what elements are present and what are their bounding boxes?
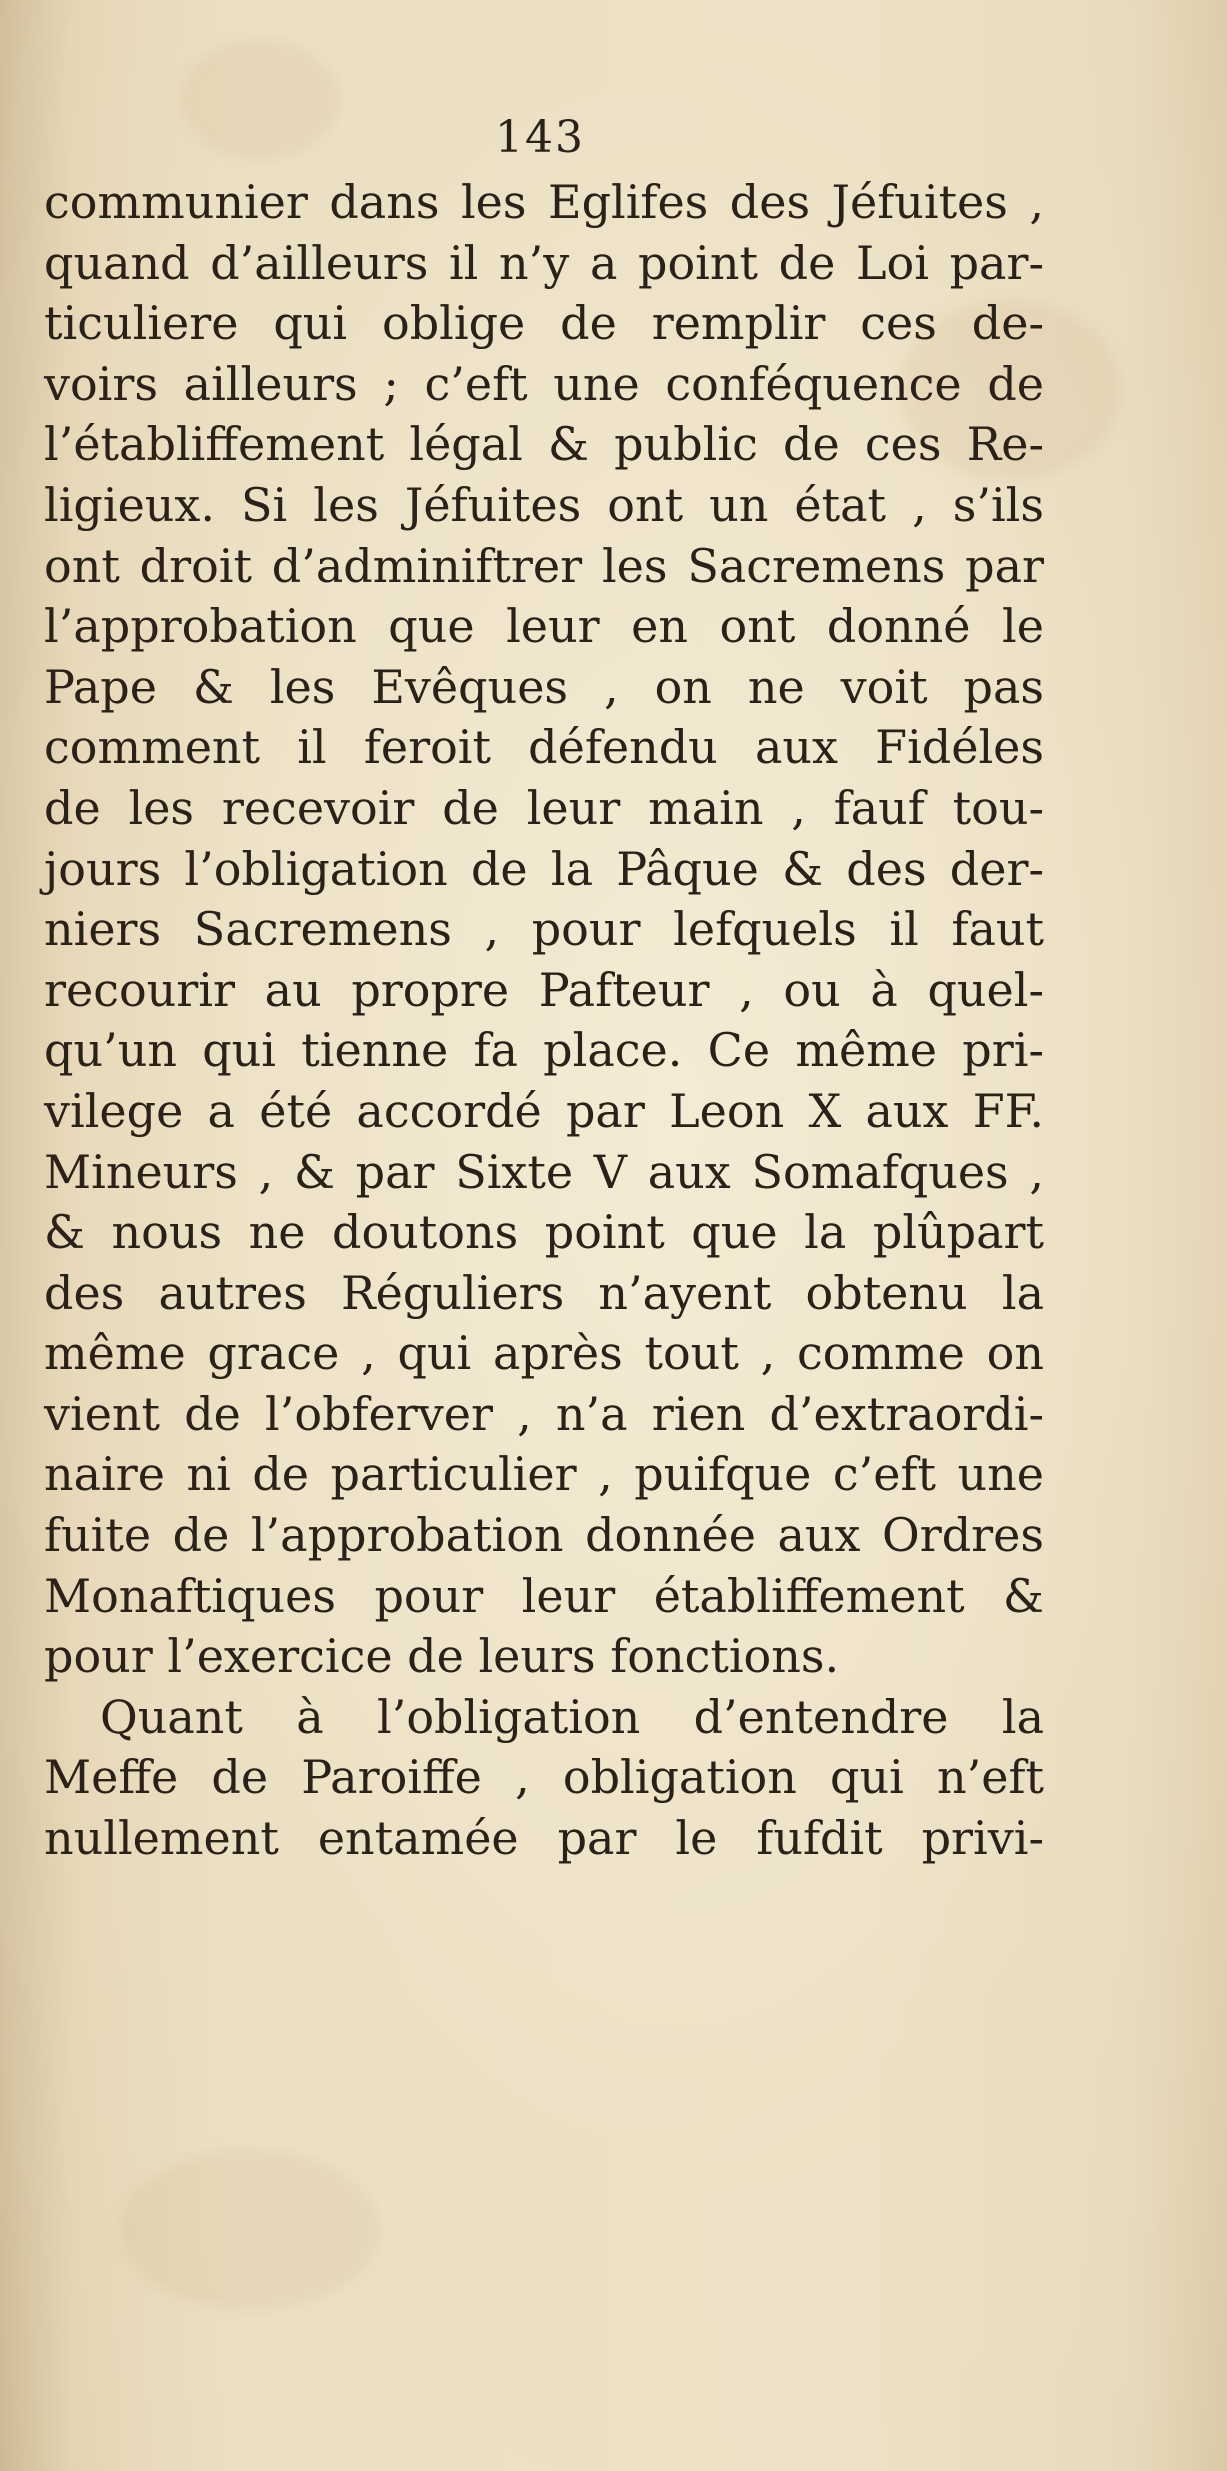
text-line: & nous ne doutons point que la plûpart	[44, 1205, 1044, 1260]
text-line: ticuliere qui oblige de remplir ces de-	[44, 296, 1044, 351]
text-line: ligieux. Si les Jéfuites ont un état , s’ils	[44, 477, 1044, 532]
text-line: jours l’obligation de la Pâque & des der-	[44, 841, 1044, 896]
text-line: Pape & les Evêques , on ne voit pas	[44, 659, 1044, 714]
text-line: ont droit d’adminiftrer les Sacremens par	[44, 538, 1044, 593]
text-line: naire ni de particulier , puifque c’eft une	[44, 1447, 1044, 1502]
text-line: Monaftiques pour leur établiffement &	[44, 1568, 1044, 1623]
text-line: de les recevoir de leur main , fauf tou-	[44, 780, 1044, 835]
text-line: même grace , qui après tout , comme on	[44, 1326, 1044, 1381]
text-line: Quant à l’obligation d’entendre la	[100, 1689, 1044, 1744]
text-line: Meffe de Paroiffe , obligation qui n’eft	[44, 1750, 1044, 1805]
text-line: l’approbation que leur en ont donné le	[44, 599, 1044, 654]
text-line: communier dans les Eglifes des Jéfuites ,	[44, 175, 1044, 229]
paragraph	[44, 172, 1044, 1687]
text-line: fuite de l’approbation donnée aux Ordres	[44, 1508, 1044, 1563]
body-text	[44, 172, 1044, 1869]
paper-stain	[120, 2150, 380, 2310]
text-line: recourir au propre Pafteur , ou à quel-	[44, 962, 1044, 1017]
text-line: voirs ailleurs ; c’eft une conféquence de	[44, 356, 1044, 411]
text-line: Mineurs , & par Sixte V aux Somafques ,	[44, 1144, 1044, 1199]
text-line: quand d’ailleurs il n’y a point de Loi par-	[44, 235, 1044, 290]
text-line: vilege a été accordé par Leon X aux FF.	[44, 1083, 1044, 1138]
text-line: l’établiffement légal & public de ces Re-	[44, 417, 1044, 472]
text-line: pour l’exercice de leurs fonctions.	[44, 1629, 840, 1684]
text-line: comment il feroit défendu aux Fidéles	[44, 720, 1044, 775]
text-line: nullement entamée par le fufdit privi-	[44, 1811, 1044, 1866]
page-number: 143	[495, 112, 585, 163]
text-line: vient de l’obferver , n’a rien d’extraordi-	[44, 1386, 1044, 1441]
text-line: niers Sacremens , pour lefquels il faut	[44, 902, 1044, 957]
paragraph	[44, 1687, 1044, 1869]
text-line: des autres Réguliers n’ayent obtenu la	[44, 1265, 1044, 1320]
text-line: qu’un qui tienne fa place. Ce même pri-	[44, 1023, 1044, 1078]
